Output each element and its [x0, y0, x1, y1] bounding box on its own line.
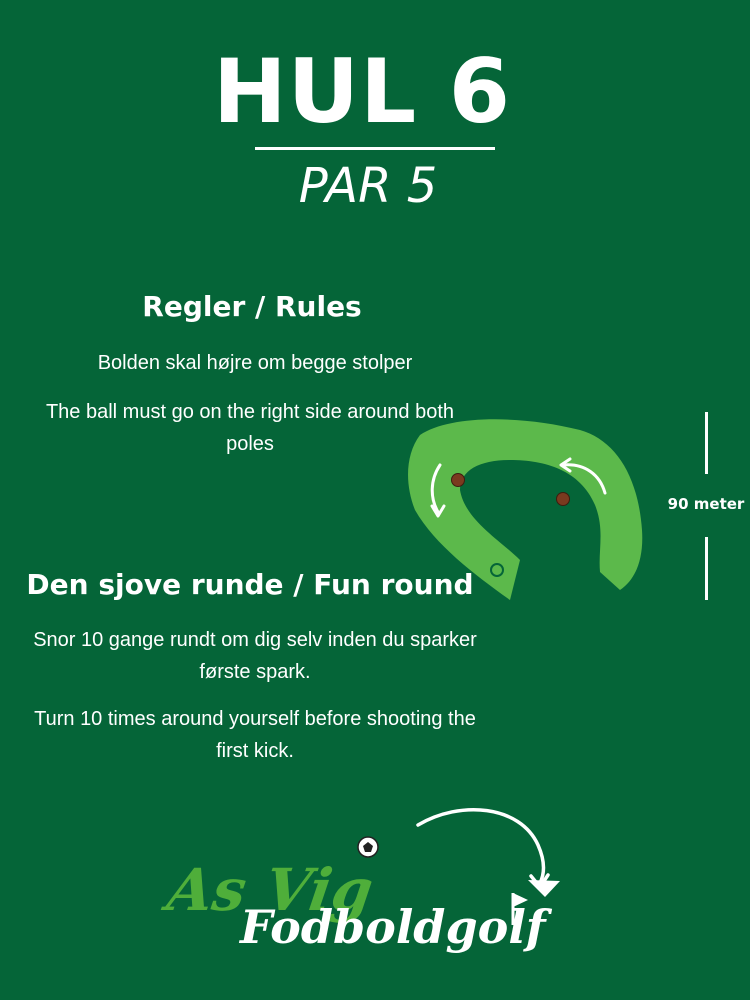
hole-title: HUL 6: [212, 40, 512, 143]
par-label: PAR 5: [298, 158, 438, 214]
football-icon: [358, 837, 378, 857]
fun-round-text-english: Turn 10 times around yourself before shooting the first kick.: [34, 708, 476, 762]
fun-round-heading: Den sjove runde / Fun round: [26, 568, 474, 601]
distance-line-top: [705, 412, 708, 474]
as-vig-fodboldgolf-logo: [160, 805, 600, 970]
distance-label: 90 meter: [667, 495, 745, 513]
distance-line-bottom: [705, 537, 708, 600]
rules-heading: Regler / Rules: [142, 290, 362, 323]
title-divider: [255, 147, 495, 150]
rules-text-danish: Bolden skal højre om begge stolper: [97, 352, 413, 374]
pole-icon: [452, 474, 465, 487]
golf-cup-icon: [528, 880, 560, 897]
rules-text-english: The ball must go on the right side around both poles: [45, 401, 455, 455]
logo-line-1: As Vig: [163, 855, 378, 924]
pole-icon: [557, 493, 570, 506]
fun-round-text-danish: Snor 10 gange rundt om dig selv inden du sparker første spark.: [33, 629, 477, 683]
hole-map: [400, 410, 650, 610]
logo-line-2: Fodboldgolf: [240, 900, 546, 954]
